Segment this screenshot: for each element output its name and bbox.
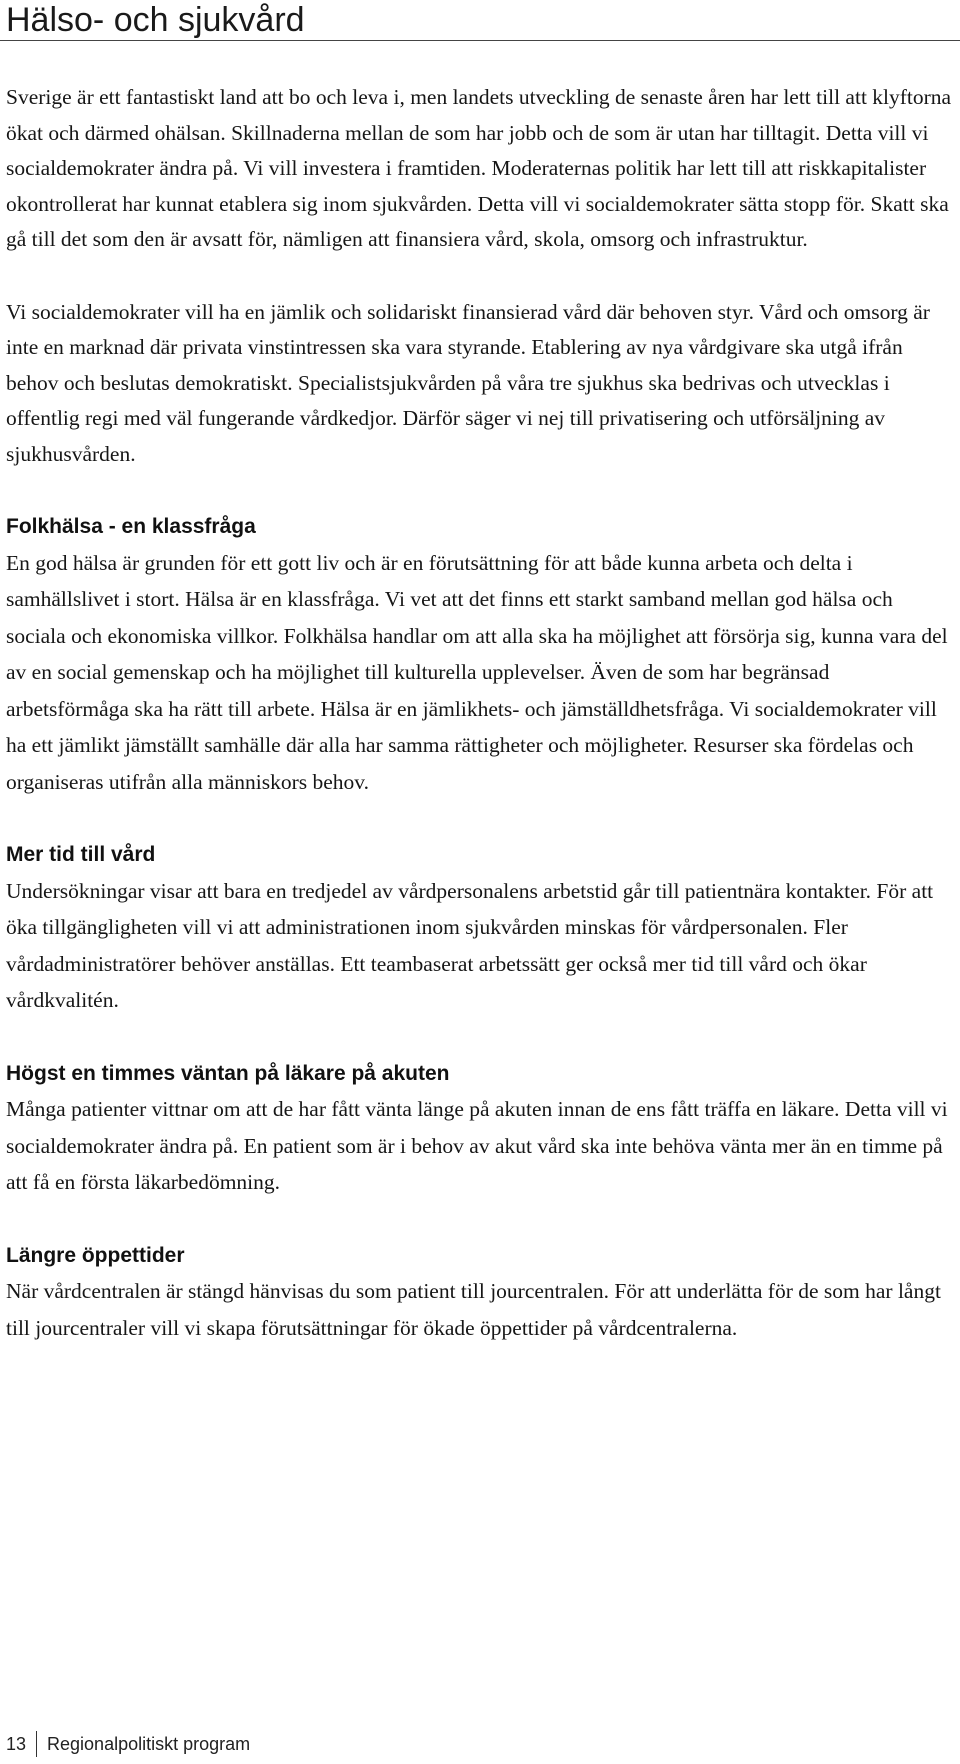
section-heading: Folkhälsa - en klassfråga (6, 515, 256, 538)
section-body: När vårdcentralen är stängd hänvisas du som patient till jourcentralen. För att underlätta för de som har långt till jourcentraler vill vi skapa förutsättningar för ökade öppettider på vårdcentralerna. (6, 1279, 941, 1340)
section-heading: Längre öppettider (6, 1243, 185, 1267)
section-mer-tid-till-vard (6, 837, 956, 1019)
title-divider (0, 40, 960, 41)
page-title: Hälso- och sjukvård (6, 1, 305, 39)
intro-paragraph-2: Vi socialdemokrater vill ha en jämlik och solidariskt finansierad vård där behoven styr. Vård och omsorg är inte en marknad där privata vinstintressen ska vara styrande. Etablering av nya vårdgivare ska utgå ifrån behov och beslutas demokratiskt. Specialistsjukvården på våra tre sjukhus ska bedrivas och utvecklas i offentlig regi med väl fungerande vårdkedjor. Därför säger vi nej till privatisering och utförsäljning av sjukhusvården. (6, 299, 930, 466)
section-langre-oppettider (6, 1238, 956, 1347)
footer-separator (36, 1731, 37, 1757)
document-name: Regionalpolitiskt program (47, 1733, 251, 1754)
document-body (6, 80, 956, 1346)
page-footer (6, 1731, 250, 1757)
intro-paragraph-1: Sverige är ett fantastiskt land att bo och leva i, men landets utveckling de senaste åren har lett till att klyftorna ökat och därmed ohälsan. Skillnaderna mellan de som har jobb och de som är utan har tilltagit. Detta vill vi socialdemokrater ändra på. Vi vill investera i framtiden. Moderaternas politik har lett till att riskkapitalister okontrollerat har kunnat etablera sig inom sjukvården. Detta vill vi socialdemokrater sätta stopp för. Skatt ska gå till det som den är avsatt för, nämligen att finansiera vård, skola, omsorg och infrastruktur. (6, 85, 952, 251)
page-number: 13 (6, 1733, 27, 1754)
section-heading: Högst en timmes väntan på läkare på akuten (6, 1061, 450, 1085)
section-body: En god hälsa är grunden för ett gott liv och är en förutsättning för att både kunna arbeta och delta i samhällslivet i stort. Hälsa är en klassfråga. Vi vet att det finns ett starkt samband mellan god hälsa och sociala och ekonomiska villkor. Folkhälsa handlar om att alla ska ha möjlighet att försörja sig, kunna vara del av en social gemenskap och ha möjlighet till kulturella upplevelser. Även de som har begränsad arbetsförmåga ska ha rätt till arbete. Hälsa är en jämlikhets- och jämställdhetsfråga. Vi socialdemokrater vill ha ett jämlikt jämställt samhälle där alla har samma rättigheter och möjligheter. Resurser ska fördelas och organiseras utifrån alla människors behov. (6, 550, 948, 794)
section-body: Många patienter vittnar om att de har fått vänta länge på akuten innan de ens fått träffa en läkare. Detta vill vi socialdemokrater ändra på. En patient som är i behov av akut vård ska inte behöva vänta mer än en timme på att få en första läkarbedömning. (6, 1097, 948, 1194)
section-body: Undersökningar visar att bara en tredjedel av vårdpersonalens arbetstid går till patientnära kontakter. För att öka tillgängligheten vill vi att administrationen inom sjukvården minskas för vårdpersonalen. Fler vårdadministratörer behöver anställas. Ett teambaserat arbetssätt ger också mer tid till vård och ökar vårdkvalitén. (6, 878, 934, 1012)
section-folkhalsa (6, 509, 956, 800)
section-heading: Mer tid till vård (6, 843, 156, 866)
section-vantan-akuten (6, 1056, 956, 1201)
